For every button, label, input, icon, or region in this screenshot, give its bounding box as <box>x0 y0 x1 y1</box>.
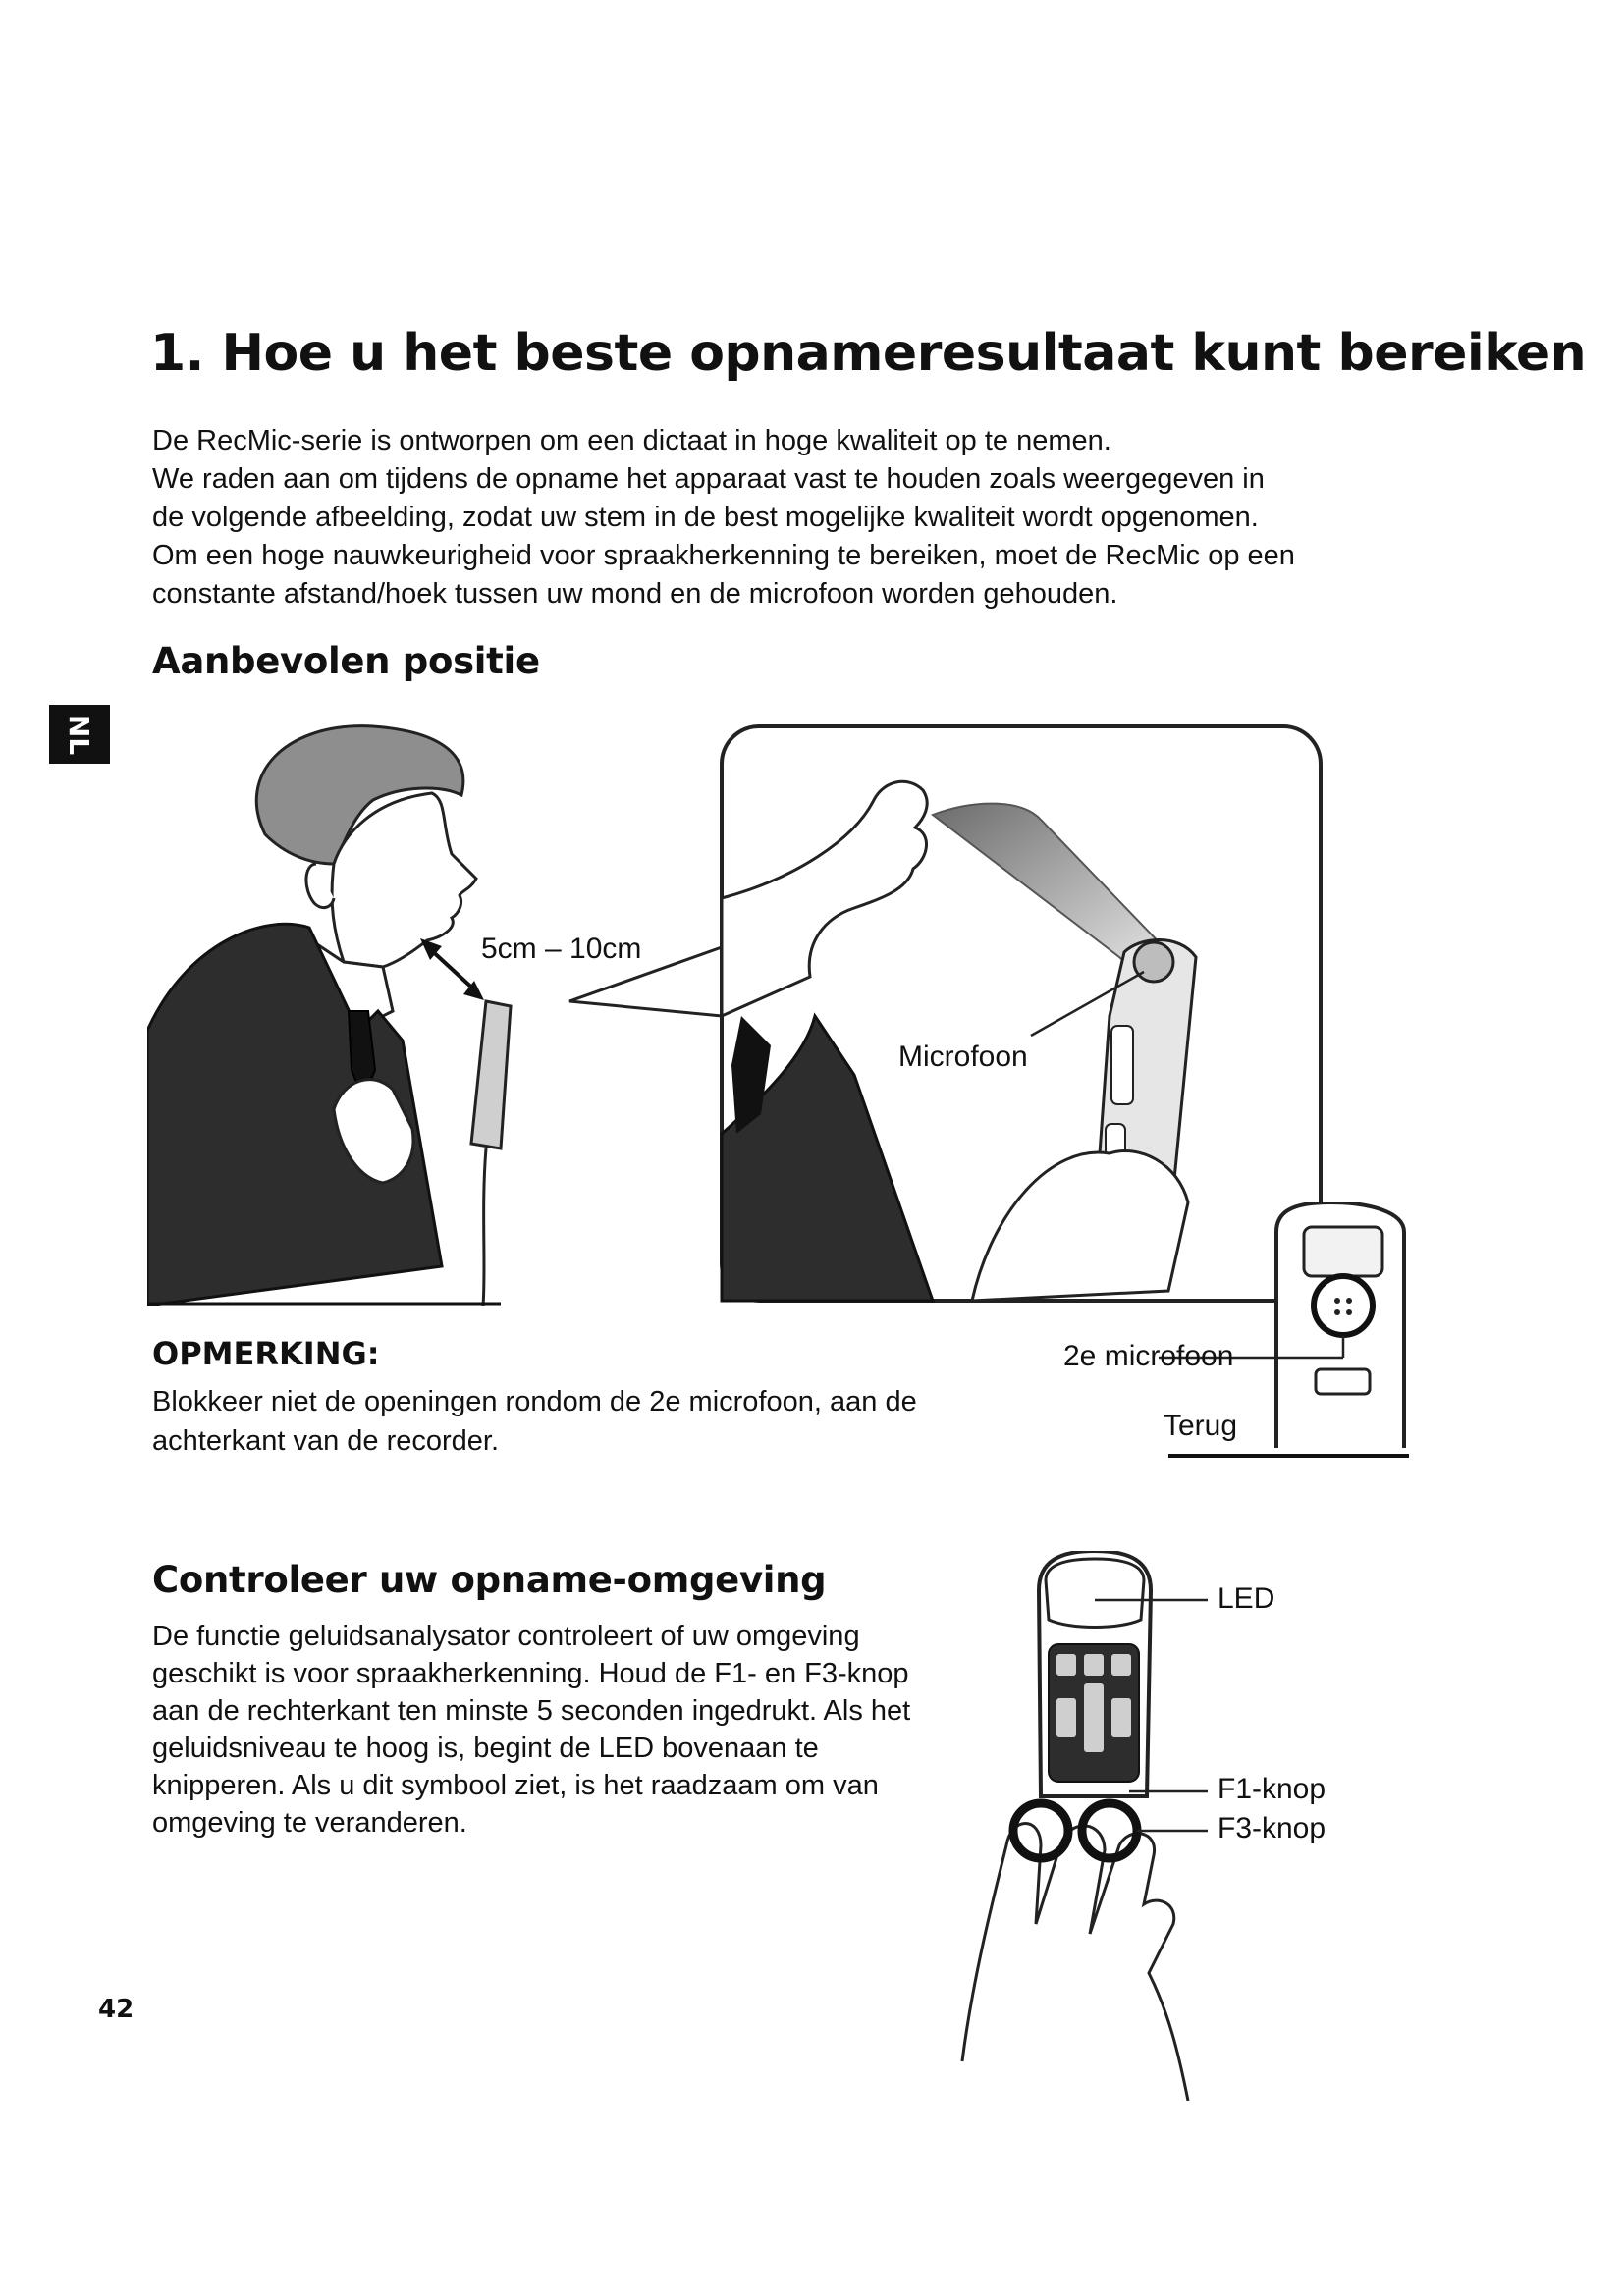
note-heading: OPMERKING: <box>152 1335 380 1372</box>
intro-line: We raden aan om tijdens de opname het apparaat vast te houden zoals weergegeven in <box>152 463 1265 495</box>
section-heading-position: Aanbevolen positie <box>152 640 540 682</box>
man-holding-recorder-illustration <box>147 717 540 1306</box>
intro-paragraph <box>152 422 1429 614</box>
intro-line: constante afstand/hoek tussen uw mond en de microfoon worden gehouden. <box>152 578 1118 610</box>
page-title: 1. Hoe u het beste opnameresultaat kunt bereiken <box>150 324 1587 383</box>
intro-line: De RecMic-serie is ontworpen om een dictaat in hoge kwaliteit op te nemen. <box>152 425 1111 456</box>
environment-text: De functie geluidsanalysator controleert of uw omgeving geschikt is voor spraakherkenning. Houd de F1- en F3-knop aan de rechterkant ten minste 5 seconden ingedrukt. Als het geluidsniveau te hoog is, begint de LED bovenaan te knipperen. Als u dit symbool ziet, is het raadzaam om van omgeving te veranderen. <box>152 1621 911 1839</box>
recorder-front-hand-illustration <box>933 1551 1267 2101</box>
page-number: 42 <box>98 1995 135 2024</box>
intro-line: de volgende afbeelding, zodat uw stem in de best mogelijke kwaliteit wordt opgenomen. <box>152 502 1259 533</box>
intro-line: Om een hoge nauwkeurigheid voor spraakherkenning te bereiken, moet de RecMic op een <box>152 540 1295 571</box>
f3-button-label: F3-knop <box>1218 1812 1326 1844</box>
microphone-label: Microfoon <box>898 1041 1028 1073</box>
language-tab-label: NL <box>63 714 96 755</box>
section-heading-environment: Controleer uw opname-omgeving <box>152 1559 827 1601</box>
language-tab <box>49 705 110 764</box>
led-label: LED <box>1218 1582 1275 1615</box>
back-label: Terug <box>1164 1410 1238 1442</box>
note-text: Blokkeer niet de openingen rondom de 2e microfoon, aan de achterkant van de recorder. <box>152 1386 917 1457</box>
distance-label: 5cm – 10cm <box>481 933 642 965</box>
second-microphone-label: 2e microfoon <box>1063 1340 1234 1372</box>
f1-button-label: F1-knop <box>1218 1773 1326 1805</box>
